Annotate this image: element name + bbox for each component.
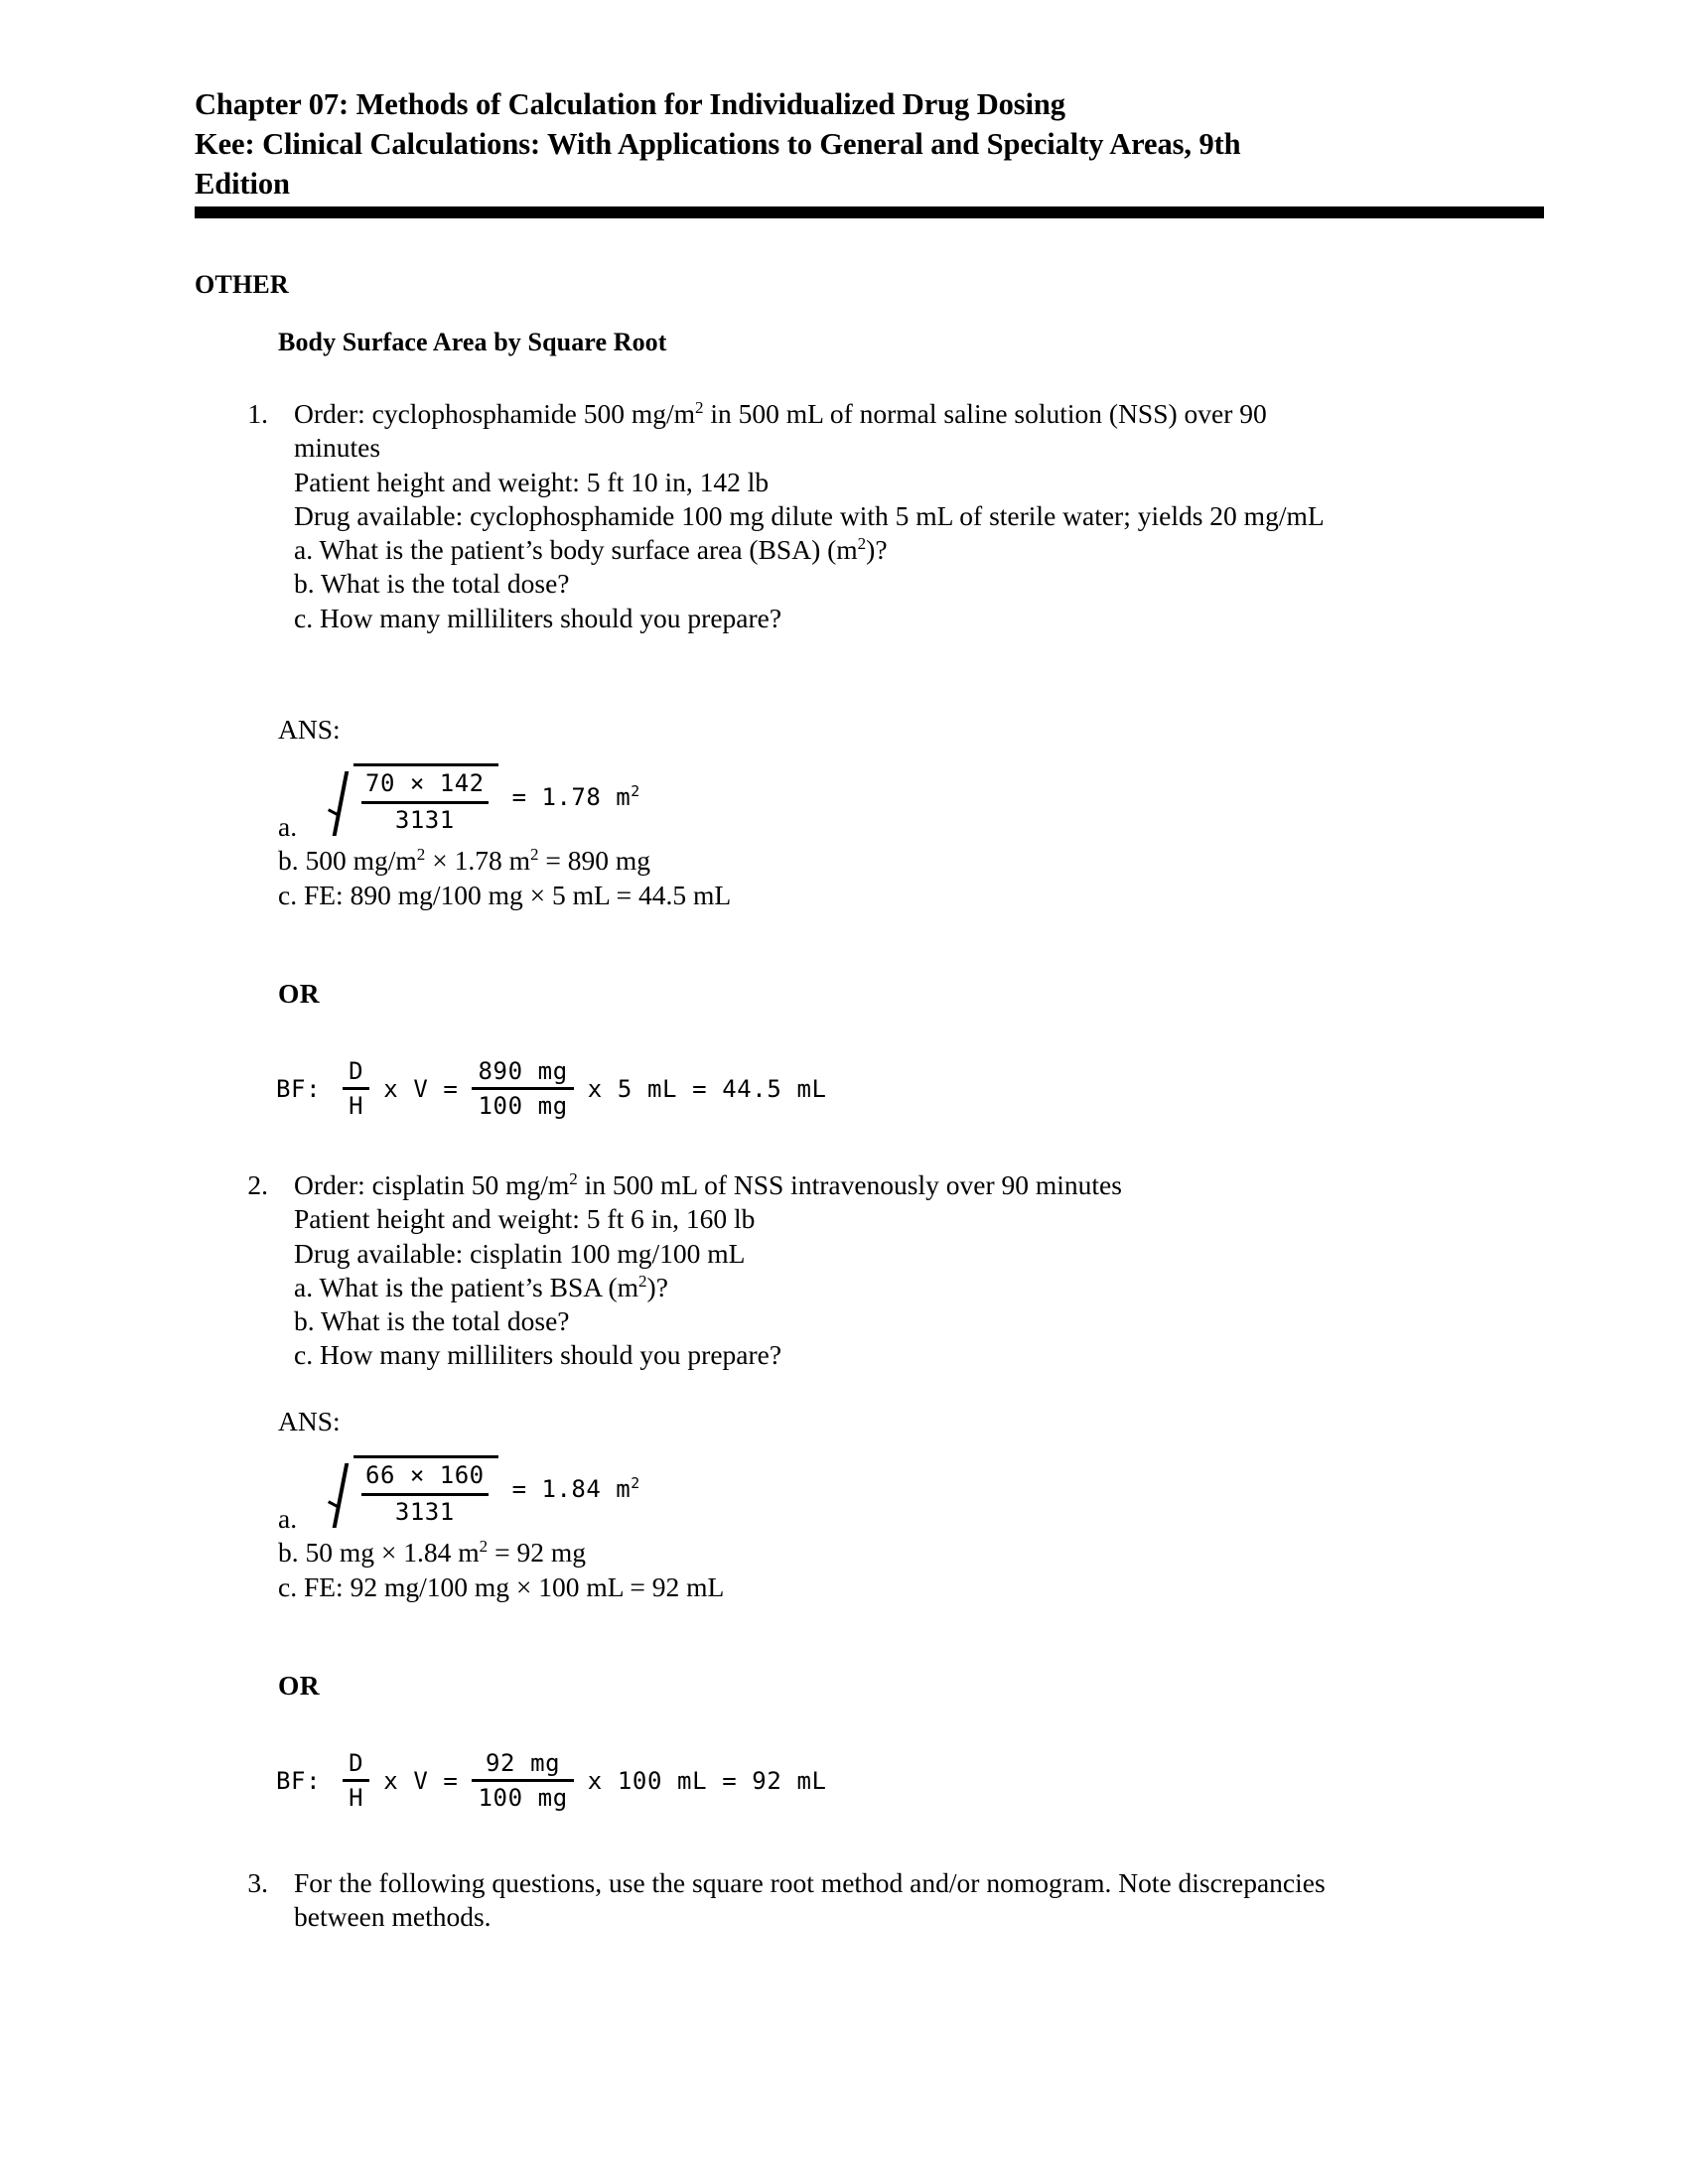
subsection-heading-bsa: Body Surface Area by Square Root bbox=[278, 328, 667, 356]
bf-formula-1-tail: x 5 mL = 44.5 mL bbox=[587, 1074, 827, 1103]
bf-formula-2-lead: BF: bbox=[276, 1766, 322, 1795]
square-root-icon bbox=[328, 763, 498, 836]
question-1-number: 1. bbox=[247, 398, 268, 429]
question-1-line-minutes: minutes bbox=[294, 432, 381, 464]
or-marker-1: OR bbox=[278, 978, 321, 1009]
bf-formula-1-mid: x V = bbox=[383, 1074, 459, 1103]
or-marker-2: OR bbox=[278, 1670, 321, 1701]
question-2-sub-c: c. How many milliliters should you prepare? bbox=[294, 1339, 782, 1371]
header-book-line: Kee: Clinical Calculations: With Applications to General and Specialty Areas, 9th bbox=[195, 126, 1241, 161]
question-2 bbox=[216, 1168, 1688, 1373]
question-2-line-patient: Patient height and weight: 5 ft 6 in, 160 lb bbox=[294, 1203, 756, 1235]
document-header bbox=[195, 85, 1476, 205]
question-3-body bbox=[294, 1866, 1688, 1934]
bf-formula-2-dh-fraction: $\frac{D}{H}$ bbox=[343, 1749, 369, 1812]
question-3-line-2: between methods. bbox=[294, 1901, 492, 1933]
question-1-line-patient: Patient height and weight: 5 ft 10 in, 142 lb bbox=[294, 466, 770, 497]
answer-1-line-c: c. FE: 890 mg/100 mg × 5 mL = 44.5 mL bbox=[278, 879, 732, 910]
question-2-number: 2. bbox=[247, 1169, 268, 1200]
answer-2-equation-result: = 1.84 $m^2$ bbox=[511, 1474, 640, 1504]
bf-formula-1 bbox=[276, 1057, 831, 1120]
bf-formula-2 bbox=[276, 1749, 831, 1812]
answer-1-bsa-formula bbox=[328, 763, 640, 836]
answer-1-letter-a: a. bbox=[278, 811, 298, 842]
answer-2-label: ANS: bbox=[278, 1406, 341, 1436]
header-chapter-line: Chapter 07: Methods of Calculation for Individualized Drug Dosing bbox=[195, 87, 1065, 121]
answer-1-frac-numerator: 70 × 142 bbox=[365, 769, 485, 798]
square-root-icon bbox=[328, 1455, 498, 1528]
bf-formula-2-mid: x V = bbox=[383, 1766, 459, 1795]
answer-2-bsa-formula bbox=[328, 1455, 640, 1528]
answer-1-frac-denominator: 3131 bbox=[361, 801, 489, 836]
question-1-sub-c: c. How many milliliters should you prepare? bbox=[294, 602, 782, 633]
bf-formula-2-dose-fraction: $\frac{92 mg}{100 mg}$ bbox=[472, 1749, 573, 1812]
question-3 bbox=[216, 1866, 1688, 1934]
question-1-sub-a: a. What is the patient’s body surface area (BSA) $(m^2)$? bbox=[294, 534, 888, 566]
answer-2-equation-row bbox=[278, 1440, 724, 1536]
bf-formula-2-tail: x 100 mL = 92 mL bbox=[587, 1766, 827, 1795]
answer-2 bbox=[278, 1405, 724, 1604]
question-2-line-drug: Drug available: cisplatin 100 mg/100 mL bbox=[294, 1237, 746, 1269]
answer-2-frac-numerator: 66 × 160 bbox=[365, 1461, 485, 1490]
answer-2-line-b: b. 50 mg × 1.84 $m^2 = 92$ mg bbox=[278, 1537, 586, 1569]
answer-2-line-c: c. FE: 92 mg/100 mg × 100 mL = 92 mL bbox=[278, 1570, 725, 1602]
answer-2-frac-denominator: 3131 bbox=[361, 1493, 489, 1528]
question-3-number: 3. bbox=[247, 1867, 268, 1898]
answer-1 bbox=[278, 713, 731, 912]
question-1 bbox=[216, 397, 1688, 635]
question-2-sub-a: a. What is the patient’s BSA $(m^2)$? bbox=[294, 1271, 668, 1303]
question-1-line-order: Order: cyclophosphamide 500 $mg/m^2$ in 500 mL of normal saline solution (NSS) over 90 bbox=[294, 398, 1267, 430]
answer-1-line-b: b. 500 $mg/m^2 \times 1.78$ $m^2 = 890$ mg bbox=[278, 845, 651, 877]
answer-1-equation-result: = 1.78 $m^2$ bbox=[511, 782, 640, 812]
answer-1-equation-row bbox=[278, 749, 731, 844]
question-1-sub-b: b. What is the total dose? bbox=[294, 568, 570, 600]
header-edition-line: Edition bbox=[195, 166, 290, 201]
answer-1-label: ANS: bbox=[278, 714, 341, 745]
bf-formula-1-dose-fraction: $\frac{890 mg}{100 mg}$ bbox=[472, 1057, 573, 1120]
bf-formula-1-lead: BF: bbox=[276, 1074, 322, 1103]
section-heading-other: OTHER bbox=[195, 270, 289, 299]
question-2-sub-b: b. What is the total dose? bbox=[294, 1305, 570, 1337]
answer-2-letter-a: a. bbox=[278, 1503, 298, 1534]
question-1-line-drug: Drug available: cyclophosphamide 100 mg dilute with 5 mL of sterile water; yields 20 mg/mL bbox=[294, 499, 1325, 531]
question-3-line-1: For the following questions, use the square root method and/or nomogram. Note discrepancies bbox=[294, 1867, 1326, 1898]
header-divider-rule bbox=[195, 206, 1544, 218]
bf-formula-1-dh-fraction: $\frac{D}{H}$ bbox=[343, 1057, 369, 1120]
question-2-body bbox=[294, 1168, 1688, 1373]
question-2-line-order: Order: cisplatin 50 $mg/m^2$ in 500 mL of NSS intravenously over 90 minutes bbox=[294, 1169, 1122, 1201]
question-1-body bbox=[294, 397, 1688, 635]
